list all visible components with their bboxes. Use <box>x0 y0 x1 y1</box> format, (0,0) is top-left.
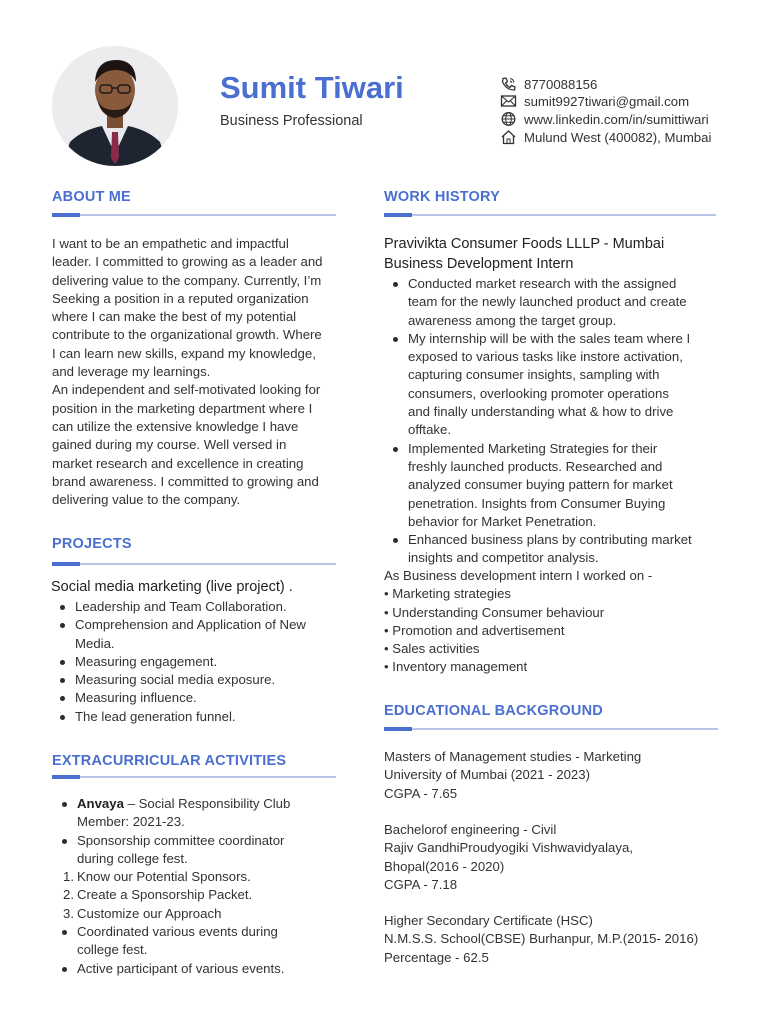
list-item: Measuring engagement. <box>51 653 351 671</box>
about-divider <box>52 214 336 216</box>
worked-on-item: • Sales activities <box>384 641 480 657</box>
about-line: delivering value to the company. <box>52 492 241 508</box>
work-bullets <box>384 275 744 568</box>
education-heading: EDUCATIONAL BACKGROUND <box>384 703 603 719</box>
work-divider <box>384 214 716 216</box>
worked-on-intro: As Business development intern I worked on - <box>384 568 653 583</box>
about-line: delivering value to the company. Currently, I’m <box>52 272 322 288</box>
linkedin-url: www.linkedin.com/in/sumittiwari <box>524 111 709 127</box>
list-item: The lead generation funnel. <box>51 708 351 726</box>
about-text <box>52 235 352 509</box>
globe-icon <box>500 111 517 127</box>
education-entry: Higher Secondary Certificate (HSC) N.M.S.S. School(CBSE) Burhanpur, M.P.(2015- 2016) Percentage - 62.5 <box>384 913 699 965</box>
list-item: Enhanced business plans by contributing market insights and competitor analysis. <box>384 531 744 568</box>
phone-icon <box>500 76 517 92</box>
about-line: where I can make the best of my potential <box>52 309 297 325</box>
about-line: An independent and self-motivated looking for <box>52 382 321 398</box>
home-icon <box>500 129 517 145</box>
project-list <box>51 598 351 726</box>
about-line: brand awareness. I committed to growing and <box>52 473 319 489</box>
worked-on-item: • Inventory management <box>384 659 528 675</box>
list-item: Conducted market research with the assigned team for the newly launched product and create awareness among the target group. <box>384 275 744 330</box>
avatar <box>52 46 178 166</box>
list-item: Implemented Marketing Strategies for their freshly launched products. Researched and analyzed consumer buying pattern for market penetration. Insights from Consumer Buying behavior for Market Penetration. <box>384 440 744 531</box>
about-line: can utilize the extensive knowledge I have <box>52 418 299 434</box>
contact-linkedin[interactable] <box>500 110 750 128</box>
candidate-name: Sumit Tiwari <box>220 70 404 105</box>
list-item: Anvaya – Social Responsibility Club Member: 2021-23. <box>53 795 353 832</box>
worked-on-item: • Marketing strategies <box>384 586 512 602</box>
about-line: leader. I committed to growing as a leader and <box>52 254 323 270</box>
list-item: Coordinated various events during college fest. <box>53 923 353 960</box>
candidate-role: Business Professional <box>220 113 363 129</box>
list-item: Measuring influence. <box>51 689 351 707</box>
contact-phone[interactable] <box>500 75 750 93</box>
worked-on-item: • Promotion and advertisement <box>384 622 565 638</box>
extracurricular-divider <box>52 776 336 778</box>
profile-photo <box>52 46 178 166</box>
work-heading: WORK HISTORY <box>384 189 500 205</box>
about-line: and leverage my learnings. <box>52 364 211 380</box>
address-text: Mulund West (400082), Mumbai <box>524 129 712 145</box>
email-address: sumit9927tiwari@gmail.com <box>524 93 690 109</box>
job-title: Business Development Intern <box>384 256 574 272</box>
list-item: Comprehension and Application of New Media. <box>51 616 351 653</box>
about-line: market research and excellence in creating <box>52 455 304 471</box>
projects-divider <box>52 563 336 565</box>
about-line: Seeking a position in a reputed organization <box>52 290 309 306</box>
education-entry: Masters of Management studies - Marketing University of Mumbai (2021 - 2023) CGPA - 7.65 <box>384 749 642 801</box>
worked-on-block <box>384 567 652 677</box>
worked-on-item: • Understanding Consumer behaviour <box>384 604 605 620</box>
contact-email[interactable] <box>500 92 750 110</box>
numbered-item: 2. Create a Sponsorship Packet. <box>63 887 253 903</box>
about-line: I can learn new skills, expand my knowledge, <box>52 345 316 361</box>
extracurricular-heading: EXTRACURRICULAR ACTIVITIES <box>52 753 287 769</box>
projects-heading: PROJECTS <box>52 536 132 552</box>
list-item: Active participant of various events. <box>53 960 353 978</box>
numbered-item: 3. Customize our Approach <box>63 905 222 921</box>
list-item: Leadership and Team Collaboration. <box>51 598 351 616</box>
extracurricular-list <box>53 795 353 978</box>
company-name: Pravivikta Consumer Foods LLLP - Mumbai <box>384 236 665 252</box>
project-title: Social media marketing (live project) . <box>51 579 293 595</box>
about-line: I want to be an empathetic and impactful <box>52 236 289 251</box>
about-line: position in the marketing department where I <box>52 400 313 416</box>
numbered-item: 1. Know our Potential Sponsors. <box>63 869 251 885</box>
education-divider <box>384 728 718 730</box>
mail-icon <box>500 93 517 109</box>
about-line: contribute to the organizational growth. Where <box>52 327 322 343</box>
education-entry: Bachelorof engineering - Civil Rajiv GandhiProudyogiki Vishwavidyalaya, Bhopal(2016 - 2020) CGPA - 7.18 <box>384 822 633 892</box>
list-item: My internship will be with the sales team where I exposed to various tasks like instore activation, capturing consumer insights, sampling with consumers, overlooking promoter operations and finally understanding what & how to drive offtake. <box>384 330 744 440</box>
phone-number: 8770088156 <box>524 76 598 92</box>
club-name: Anvaya <box>77 796 124 811</box>
list-item: Measuring social media exposure. <box>51 671 351 689</box>
about-heading: ABOUT ME <box>52 189 131 205</box>
list-item: Sponsorship committee coordinator during college fest. <box>53 832 353 869</box>
contact-address <box>500 128 750 146</box>
about-line: gained during my course. Well versed in <box>52 437 287 453</box>
